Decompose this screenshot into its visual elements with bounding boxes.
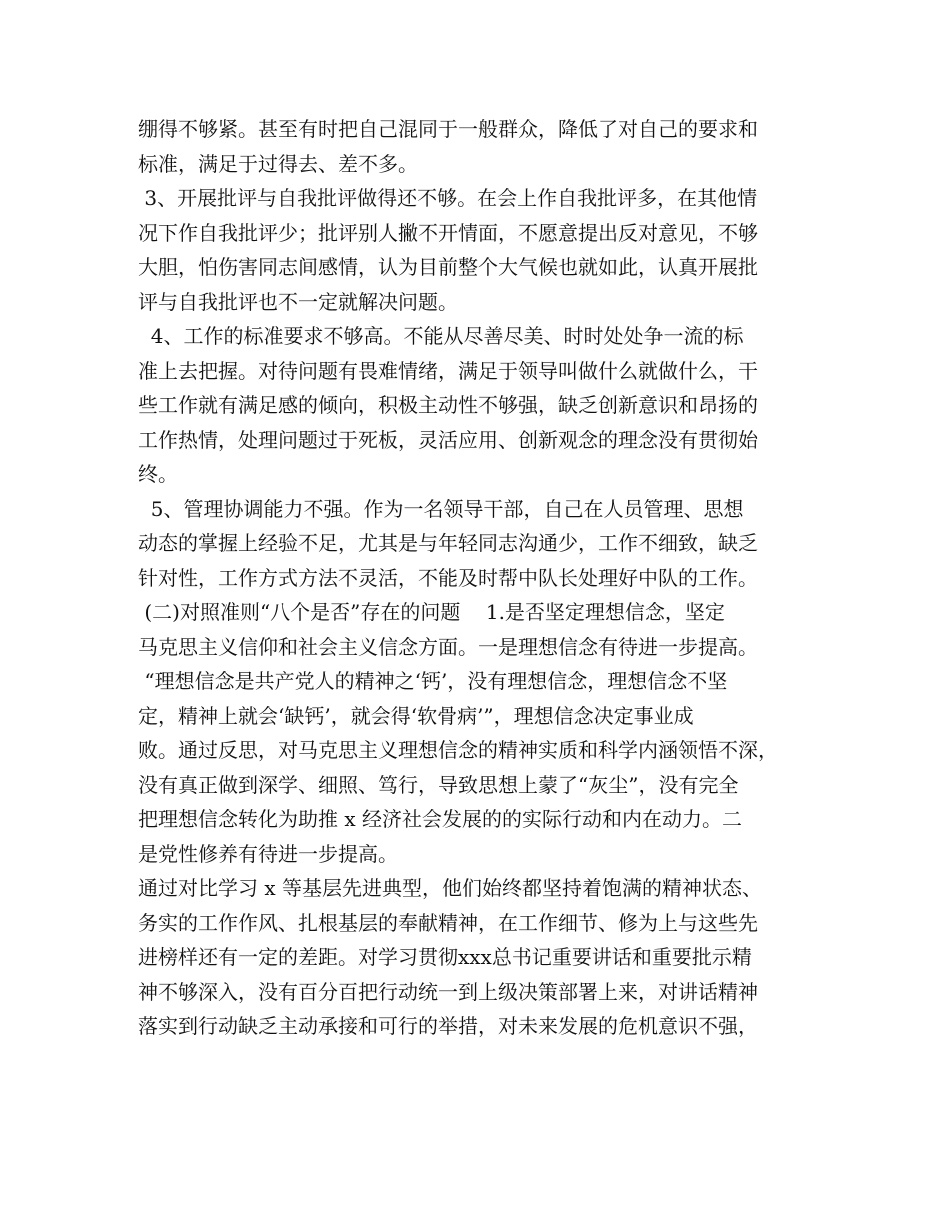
text-line: 败。通过反思，对马克思主义理想信念的精神实质和科学内涵领悟不深， — [138, 738, 778, 762]
text-line: 神不够深入，没有百分百把行动统一到上级决策部署上来，对讲话精神 — [138, 979, 758, 1004]
text-line: 工作热情，处理问题过于死板，灵活应用、创新观念的理念没有贯彻始 — [138, 427, 758, 452]
text-line: 4、工作的标准要求不够高。不能从尽善尽美、时时处处争一流的标 — [138, 324, 744, 348]
text-line: 况下作自我批评少；批评别人撇不开情面，不愿意提出反对意见，不够 — [138, 220, 758, 245]
text-line: 大胆，怕伤害同志间感情，认为目前整个大气候也就如此，认真开展批 — [138, 255, 758, 279]
text-line: 是党性修养有待进一步提高。 — [138, 841, 398, 866]
text-line: 终。 — [138, 462, 178, 486]
document-body — [138, 112, 828, 1044]
text-line: 动态的掌握上经验不足，尤其是与年轻同志沟通少，工作不细致，缺乏 — [138, 531, 758, 555]
text-line: 些工作就有满足感的倾向，积极主动性不够强，缺乏创新意识和昂扬的 — [138, 393, 758, 417]
text-line: 马克思主义信仰和社会主义信念方面。一是理想信念有待进一步提高。 — [138, 634, 758, 659]
text-line: 评与自我批评也不一定就解决问题。 — [138, 289, 458, 314]
text-line: 3、开展批评与自我批评做得还不够。在会上作自我批评多，在其他情 — [138, 186, 758, 210]
text-line: (二)对照准则“八个是否”存在的问题 1.是否坚定理想信念，坚定 — [138, 600, 725, 624]
text-line: 务实的工作作风、扎根基层的奉献精神，在工作细节、修为上与这些先 — [138, 910, 758, 935]
text-line: 没有真正做到深学、细照、笃行，导致思想上蒙了“灰尘”，没有完全 — [138, 772, 739, 797]
text-line: 落实到行动缺乏主动承接和可行的举措，对未来发展的危机意识不强， — [138, 1014, 758, 1038]
text-line: 通过对比学习 x 等基层先进典型，他们始终都坚持着饱满的精神状态、 — [138, 876, 762, 900]
text-line: 进榜样还有一定的差距。对学习贯彻xxx总书记重要讲话和重要批示精 — [138, 945, 752, 969]
text-line: 把理想信念转化为助推 x 经济社会发展的的实际行动和内在动力。二 — [138, 807, 742, 831]
text-line: 针对性，工作方式方法不灵活，不能及时帮中队长处理好中队的工作。 — [138, 565, 758, 590]
text-line: 5、管理协调能力不强。作为一名领导干部，自己在人员管理、思想 — [138, 496, 744, 521]
text-line: 标准，满足于过得去、差不多。 — [138, 151, 418, 176]
text-line: 准上去把握。对待问题有畏难情绪，满足于领导叫做什么就做什么，干 — [138, 358, 758, 383]
text-line: “理想信念是共产党人的精神之‘钙’，没有理想信念，理想信念不坚 — [138, 669, 728, 693]
text-line: 绷得不够紧。甚至有时把自己混同于一般群众，降低了对自己的要求和 — [138, 117, 758, 141]
text-line: 定，精神上就会‘缺钙’，就会得‘软骨病’”，理想信念决定事业成 — [138, 703, 694, 728]
